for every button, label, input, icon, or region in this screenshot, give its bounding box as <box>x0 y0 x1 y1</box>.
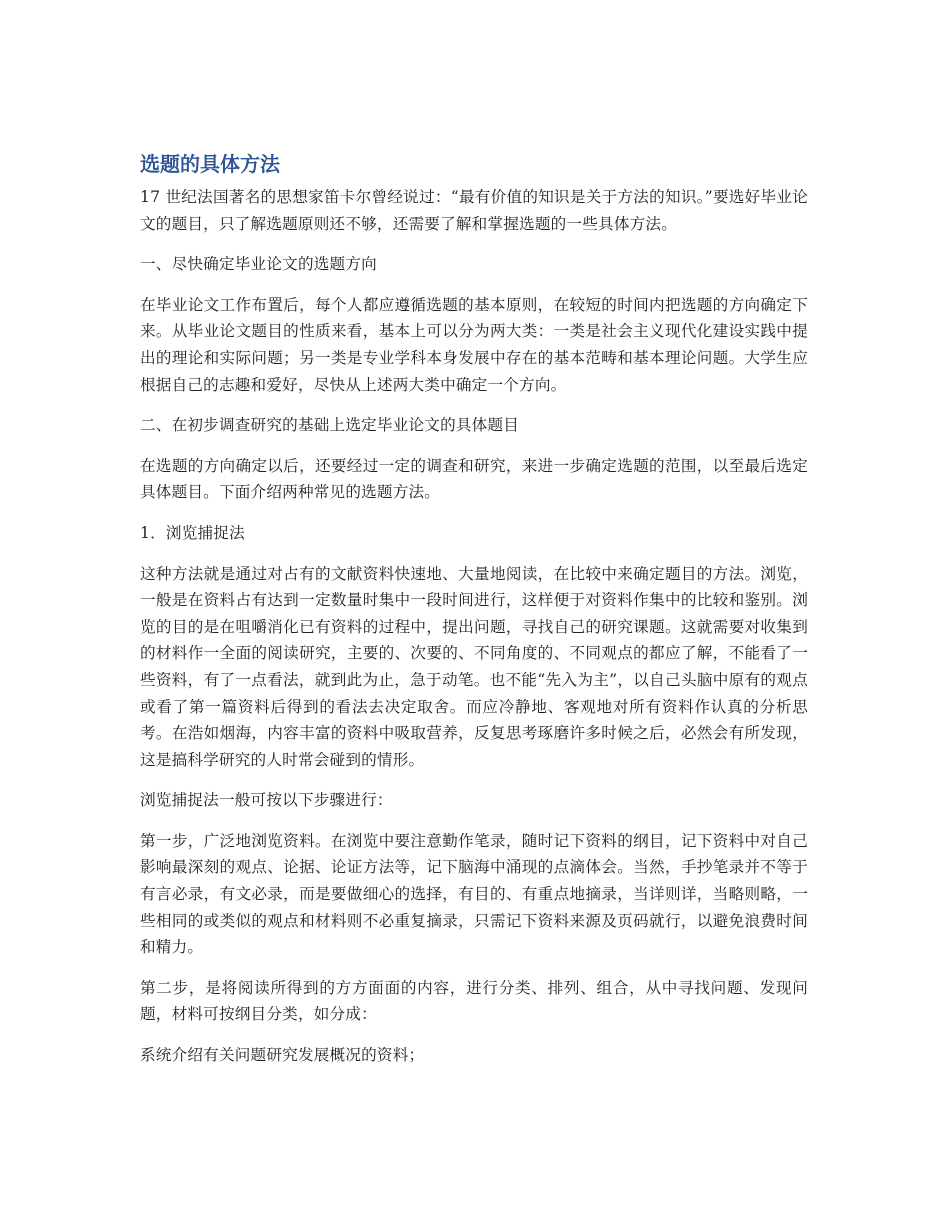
paragraph-step-1: 第一步，广泛地浏览资料。在浏览中要注意勤作笔录，随时记下资料的纲目，记下资料中对自己影响最深刻的观点、论据、论证方法等，记下脑海中涌现的点滴体会。当然，手抄笔录并不等于有言必录，有文必录，而是要做细心的选择，有目的、有重点地摘录，当详则详，当略则略，一些相同的或类似的观点和材料则不必重复摘录，只需记下资料来源及页码就行，以避免浪费时间和精力。 <box>140 831 808 957</box>
paragraph-section-2: 在选题的方向确定以后，还要经过一定的调查和研究，来进一步确定选题的范围，以至最后选定具体题目。下面介绍两种常见的选题方法。 <box>140 456 808 502</box>
paragraph-intro: 17 世纪法国著名的思想家笛卡尔曾经说过：“最有价值的知识是关于方法的知识。”要选好毕业论文的题目，只了解选题原则还不够，还需要了解和掌握选题的一些具体方法。 <box>140 188 808 233</box>
document-title: 选题的具体方法 <box>140 152 280 176</box>
heading-section-2: 二、在初步调查研究的基础上选定毕业论文的具体题目 <box>140 416 520 435</box>
document-page <box>140 148 808 1083</box>
paragraph-list-item: 系统介绍有关问题研究发展概况的资料； <box>140 1046 425 1065</box>
heading-method-1: 1．浏览捕捉法 <box>140 523 245 542</box>
paragraph-step-2: 第二步，是将阅读所得到的方方面面的内容，进行分类、排列、组合，从中寻找问题、发现问题，材料可按纲目分类，如分成： <box>140 978 808 1024</box>
paragraph-method-1: 这种方法就是通过对占有的文献资料快速地、大量地阅读，在比较中来确定题目的方法。浏览，一般是在资料占有达到一定数量时集中一段时间进行，这样便于对资料作集中的比较和鉴别。浏览的目的是在咀嚼消化已有资料的过程中，提出问题，寻找自己的研究课题。这就需要对收集到的材料作一全面的阅读研究，主要的、次要的、不同角度的、不同观点的都应了解，不能看了一些资料，有了一点看法，就到此为止，急于动笔。也不能“先入为主”，以自己头脑中原有的观点或看了第一篇资料后得到的看法去决定取舍。而应冷静地、客观地对所有资料作认真的分析思考。在浩如烟海，内容丰富的资料中吸取营养，反复思考琢磨许多时候之后，必然会有所发现，这是搞科学研究的人时常会碰到的情形。 <box>140 564 808 769</box>
paragraph-steps-intro: 浏览捕捉法一般可按以下步骤进行： <box>140 791 393 810</box>
heading-section-1: 一、尽快确定毕业论文的选题方向 <box>140 255 377 274</box>
paragraph-section-1: 在毕业论文工作布置后，每个人都应遵循选题的基本原则，在较短的时间内把选题的方向确定下来。从毕业论文题目的性质来看，基本上可以分为两大类：一类是社会主义现代化建设实践中提出的理论和实际问题；另一类是专业学科本身发展中存在的基本范畴和基本理论问题。大学生应根据自己的志趣和爱好，尽快从上述两大类中确定一个方向。 <box>140 295 808 394</box>
